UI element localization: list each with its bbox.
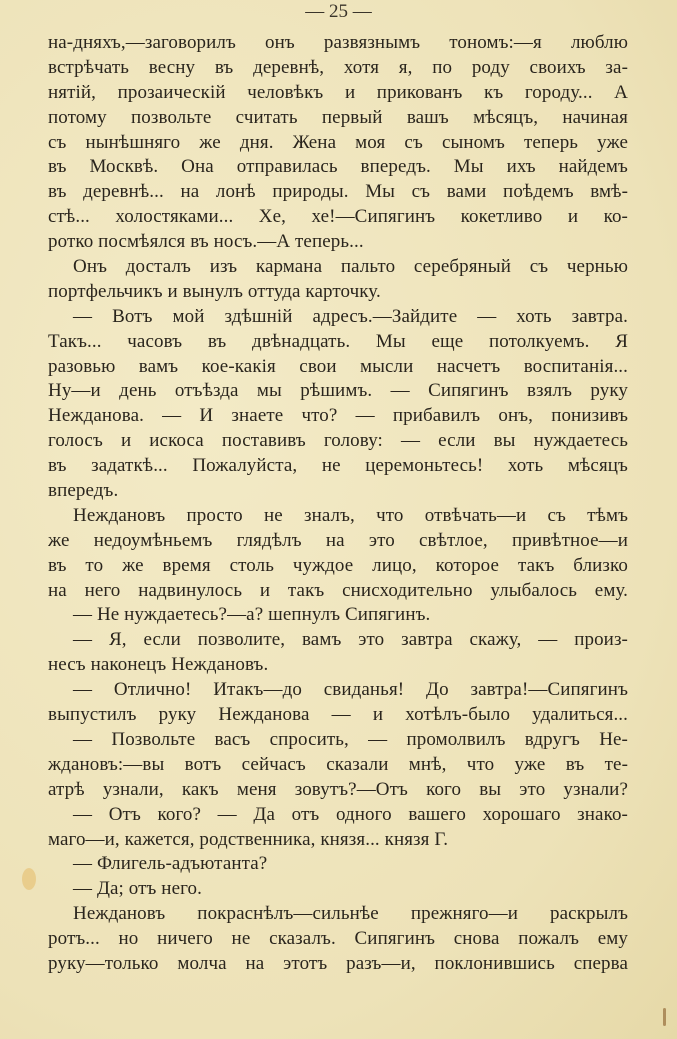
- text-line: Неждановъ покраснѣлъ—сильнѣе прежняго—и раскрылъ: [73, 903, 628, 925]
- paper-mark: [663, 1008, 666, 1026]
- text-line: маго—и, кажется, родственника, князя... князя Г.: [48, 828, 449, 850]
- text-line: портфельчикъ и вынулъ оттуда карточку.: [48, 280, 381, 302]
- text-line: потому позвольте считать первый вашъ мѣсяцъ, начиная: [48, 106, 628, 128]
- paper-stain: [22, 868, 36, 890]
- text-line: на него надвинулось и такъ снисходительно улыбалось ему.: [48, 579, 628, 601]
- text-line: на-дняхъ,—заговорилъ онъ развязнымъ тономъ:—я люблю: [48, 32, 628, 53]
- text-line: — Отлично! Итакъ—до свиданья! До завтра!—Сипягинъ: [73, 679, 628, 701]
- text-line: Такъ... часовъ въ двѣнадцать. Мы еще потолкуемъ. Я: [48, 330, 628, 352]
- text-line: — Вотъ мой здѣшній адресъ.—Зайдите — хоть завтра.: [73, 305, 628, 327]
- text-line: разовью вамъ кое-какія свои мысли насчетъ воспитанія...: [48, 355, 628, 377]
- text-line: несъ наконецъ Неждановъ.: [48, 654, 269, 676]
- text-line: съ нынѣшняго же дня. Жена моя съ сыномъ теперь уже: [48, 131, 628, 153]
- text-line: — Позвольте васъ спросить, — промолвилъ вдругъ Не-: [73, 728, 628, 750]
- text-line: ждановъ:—вы вотъ сейчасъ сказали мнѣ, что уже въ те-: [48, 753, 628, 775]
- text-line: въ то же время столь чуждое лицо, которое такъ близко: [48, 554, 628, 576]
- text-line: выпустилъ руку Нежданова — и хотѣлъ-было удалиться...: [48, 704, 628, 726]
- text-line: Ну—и день отъѣзда мы рѣшимъ. — Сипягинъ взялъ руку: [48, 380, 628, 402]
- text-line: въ деревнѣ... на лонѣ природы. Мы съ вами поѣдемъ вмѣ-: [48, 181, 628, 203]
- text-line: нятій, прозаическій человѣкъ и прикованъ къ городу... А: [48, 81, 628, 103]
- text-line: въ задаткѣ... Пожалуйста, не церемоньтесь! хоть мѣсяцъ: [48, 455, 628, 477]
- text-line: ротъ... но ничего не сказалъ. Сипягинъ снова пожалъ ему: [48, 928, 628, 950]
- text-line: ротко посмѣялся въ носъ.—А теперь...: [48, 231, 364, 253]
- text-line: — Флигель-адъютанта?: [73, 853, 268, 875]
- text-line: руку—только молча на этотъ разъ—и, поклонившись сперва: [48, 952, 628, 974]
- text-line: стѣ... холостяками... Хе, хе!—Сипягинъ кокетливо и ко-: [48, 206, 628, 228]
- text-line: — Да; отъ него.: [73, 878, 202, 900]
- page-number: — 25 —: [305, 1, 372, 22]
- text-line: встрѣчать весну въ деревнѣ, хотя я, по роду своихъ за-: [48, 56, 628, 78]
- text-line: — Отъ кого? — Да отъ одного вашего хорошаго знако-: [73, 803, 628, 825]
- text-line: — Не нуждаетесь?—а? шепнулъ Сипягинъ.: [73, 604, 431, 626]
- text-line: — Я, если позволите, вамъ это завтра скажу, — произ-: [73, 629, 628, 651]
- text-line: Онъ досталъ изъ кармана пальто серебряный съ чернью: [73, 256, 628, 278]
- text-line: впередъ.: [48, 480, 119, 502]
- text-line: Неждановъ просто не зналъ, что отвѣчать—и съ тѣмъ: [73, 504, 628, 526]
- text-line: же недоумѣньемъ глядѣлъ на это свѣтлое, привѣтное—и: [48, 529, 628, 551]
- text-line: Нежданова. — И знаете что? — прибавилъ онъ, понизивъ: [48, 405, 628, 427]
- text-line: атрѣ узнали, какъ меня зовутъ?—Отъ кого вы это узнали?: [48, 778, 628, 800]
- text-line: голосъ и искоса поставивъ голову: — если вы нуждаетесь: [48, 430, 628, 452]
- text-line: въ Москвѣ. Она отправилась впередъ. Мы ихъ найдемъ: [48, 156, 628, 178]
- body-text: [48, 31, 628, 977]
